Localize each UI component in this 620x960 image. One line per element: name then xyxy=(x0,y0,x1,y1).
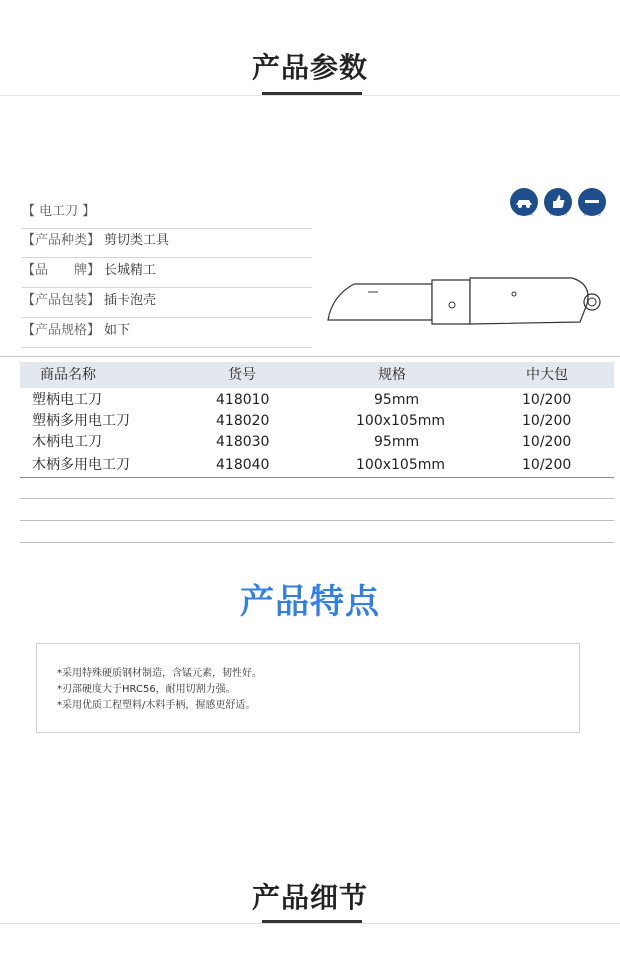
cell-code: 418040 xyxy=(216,457,270,473)
cell-pack: 10/200 xyxy=(522,434,572,450)
cell-code: 418030 xyxy=(216,434,270,450)
table-row xyxy=(20,390,614,411)
spec-row-category xyxy=(22,229,312,258)
table-row xyxy=(20,432,614,453)
feature-item: *采用优质工程塑料/木料手柄，握感更舒适。 xyxy=(57,700,256,711)
spec-label: 【产品种类】 xyxy=(22,233,101,248)
section-title-params: 产品参数 xyxy=(251,51,368,84)
spec-row-name xyxy=(22,200,312,229)
table-row xyxy=(20,455,614,476)
spec-row-size xyxy=(22,319,312,348)
cell-pack: 10/200 xyxy=(522,457,572,473)
badge-label: 优质钢 xyxy=(548,210,567,217)
spec-row-brand xyxy=(22,259,312,288)
cell-spec: 100x105mm xyxy=(356,457,446,473)
table-divider xyxy=(20,498,614,499)
column-header: 中大包 xyxy=(526,367,568,383)
cell-name: 木柄电工刀 xyxy=(32,434,102,450)
spec-label: 【 电工刀 】 xyxy=(22,204,96,219)
cell-name: 塑柄多用电工刀 xyxy=(32,413,130,429)
feature-item: *刃部硬度大于HRC56，耐用切割力强。 xyxy=(57,684,236,695)
cell-name: 木柄多用电工刀 xyxy=(32,457,130,473)
knife-image xyxy=(322,272,612,330)
spec-label: 【品 牌】 xyxy=(22,263,101,278)
cell-pack: 10/200 xyxy=(522,392,572,408)
section-title-features: 产品特点 xyxy=(240,582,380,622)
spec-value: 如下 xyxy=(104,323,131,338)
table-divider xyxy=(20,542,614,543)
cell-name: 塑柄电工刀 xyxy=(32,392,102,408)
column-header: 货号 xyxy=(228,367,256,383)
spec-label: 【产品规格】 xyxy=(22,323,101,338)
section-divider xyxy=(0,923,620,924)
table-divider xyxy=(20,520,614,521)
spec-value: 剪切类工具 xyxy=(104,233,170,248)
spec-divider xyxy=(0,356,620,357)
feature-item: *采用特殊硬质钢材制造，含锰元素，韧性好。 xyxy=(57,668,262,679)
section-divider xyxy=(0,95,620,96)
spec-value: 长城精工 xyxy=(104,263,157,278)
badge-label: 强剪切 xyxy=(582,210,601,217)
badge-label: 专业级 xyxy=(514,210,533,217)
column-header: 规格 xyxy=(378,367,406,383)
table-header xyxy=(20,362,614,388)
spec-value: 插卡泡壳 xyxy=(104,293,157,308)
table-row xyxy=(20,411,614,432)
spec-label: 【产品包装】 xyxy=(22,293,101,308)
cell-spec: 95mm xyxy=(374,392,420,408)
section-title-details: 产品细节 xyxy=(251,881,368,914)
cell-spec: 100x105mm xyxy=(356,413,446,429)
cell-spec: 95mm xyxy=(374,434,420,450)
cell-pack: 10/200 xyxy=(522,413,572,429)
spec-row-package xyxy=(22,289,312,318)
table-divider xyxy=(20,477,614,478)
features-box xyxy=(36,643,580,733)
cell-code: 418010 xyxy=(216,392,270,408)
column-header: 商品名称 xyxy=(40,367,96,383)
cell-code: 418020 xyxy=(216,413,270,429)
